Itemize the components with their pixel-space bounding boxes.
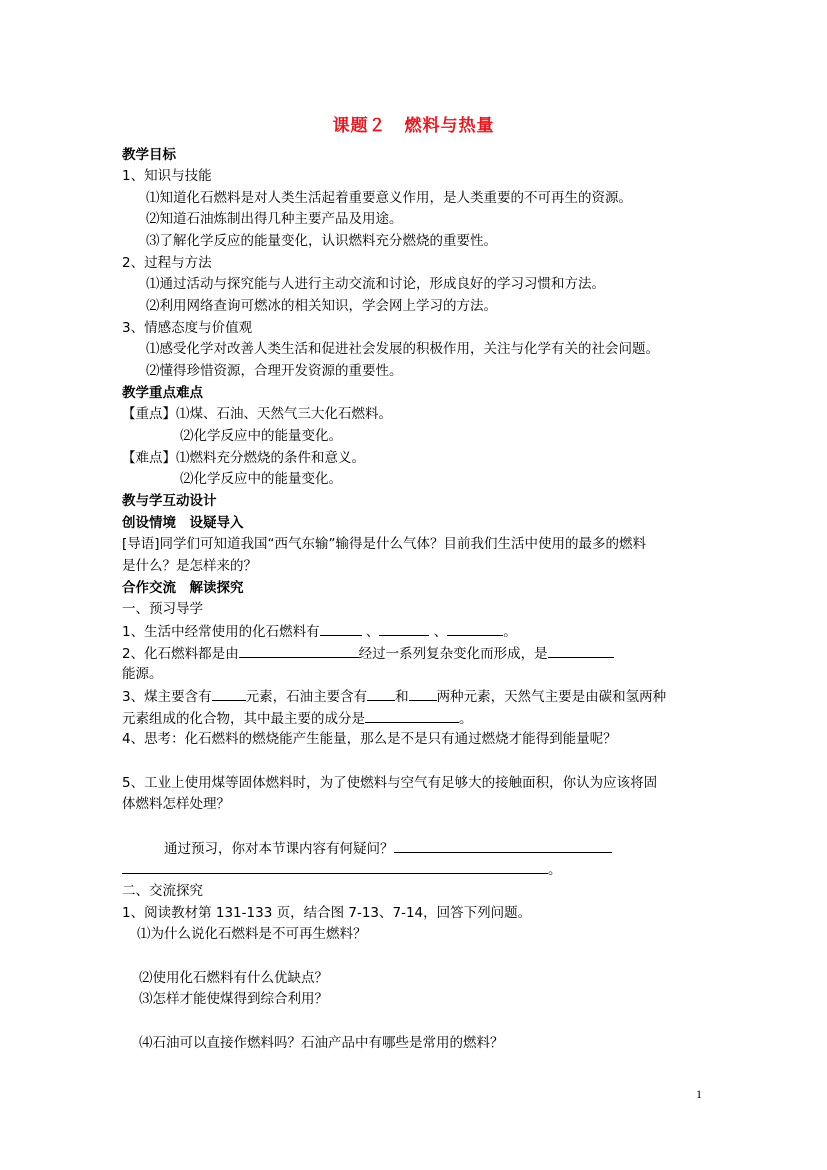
goal-3-item-2: ⑵懂得珍惜资源，合理开发资源的重要性。 [146,363,403,379]
explore-1-item-4: ⑷石油可以直接作燃料吗？石油产品中有哪些是常用的燃料？ [139,1035,504,1051]
question-3-text-e: 元素组成的化合物，其中最主要的成分是 [122,711,365,727]
question-3-text-d: 两种元素，天然气主要是由碳和氢两种 [436,689,667,705]
goal-2-item-2: ⑵利用网络查询可燃冰的相关知识，学会网上学习的方法。 [146,298,497,314]
goal-1-item-1: ⑴知道化石燃料是对人类生活起着重要意义作用，是人类重要的不可再生的资源。 [146,190,632,206]
section-teaching-goals: 教学目标 [122,147,176,163]
question-4: 4、思考：化石燃料的燃烧能产生能量，那么是不是只有通过燃烧才能得到能量呢？ [122,731,617,747]
question-3-text-b: 元素，石油主要含有 [245,689,368,705]
explore-1: 1、阅读教材第 131-133 页，结合图 7-13、7-14，回答下列问题。 [122,905,532,921]
section-create-scenario: 创设情境 设疑导入 [122,515,244,531]
intro-line-2: 是什么？是怎样来的？ [122,558,257,574]
goal-3-item-1: ⑴感受化学对改善人类生活和促进社会发展的积极作用，关注与化学有关的社会问题。 [146,341,659,357]
goal-2-item-1: ⑴通过活动与探究能与人进行主动交流和讨论，形成良好的学习习惯和方法。 [146,276,605,292]
period: 。 [503,624,517,640]
question-6-text: 通过预习，你对本节课内容有何疑问？ [164,841,394,857]
explore-1-item-1: ⑴为什么说化石燃料是不可再生燃料？ [137,926,367,942]
explore-1-item-2: ⑵使用化石燃料有什么优缺点？ [139,970,328,986]
part-2-heading: 二、交流探究 [122,883,203,899]
key-point-1: 【重点】⑴煤、石油、天然气三大化石燃料。 [122,406,392,422]
question-6-cont [122,860,562,879]
section-key-points: 教学重点难点 [122,385,203,401]
question-2-text-a: 2、化石燃料都是由 [122,646,239,662]
blank-field[interactable] [379,622,429,636]
blank-field[interactable] [212,687,246,701]
question-1-text: 1、生活中经常使用的化石燃料有 [122,624,320,640]
part-1-heading: 一、预习导学 [122,601,203,617]
blank-field[interactable] [367,687,395,701]
key-point-2: ⑵化学反应中的能量变化。 [180,428,342,444]
goal-1-heading: 1、知识与技能 [122,168,212,184]
question-3-cont [122,709,473,728]
goal-1-item-2: ⑵知道石油炼制出得几种主要产品及用途。 [146,211,403,227]
question-3 [122,687,666,706]
goal-3-heading: 3、情感态度与价值观 [122,320,253,336]
blank-field[interactable] [122,860,548,874]
difficult-point-2: ⑵化学反应中的能量变化。 [180,471,342,487]
period: 。 [459,711,473,727]
period: 。 [548,862,562,878]
question-1 [122,622,517,641]
intro-line-1: [导语]同学们可知道我国“西气东输”输得是什么气体？目前我们生活中使用的最多的燃料 [122,536,647,552]
goal-2-heading: 2、过程与方法 [122,255,212,271]
blank-field[interactable] [320,622,362,636]
blank-field[interactable] [239,644,359,658]
question-2-text-b: 经过一系列复杂变化而形成，是 [358,646,548,662]
blank-field[interactable] [394,839,612,853]
blank-field[interactable] [365,709,459,723]
goal-1-item-3: ⑶了解化学反应的能量变化，认识燃料充分燃烧的重要性。 [146,233,497,249]
question-6 [164,839,612,858]
document-title: 课题２ 燃料与热量 [332,116,495,136]
question-2-cont: 能源。 [122,666,163,682]
question-3-text-c: 和 [395,689,409,705]
section-interactive-design: 教与学互动设计 [122,493,217,509]
separator: 、 [365,624,380,640]
question-2 [122,644,614,663]
question-5-line-1: 5、工业上使用煤等固体燃料时，为了使燃料与空气有足够大的接触面积，你认为应该将固 [122,775,658,791]
page-number: 1 [696,1087,702,1101]
explore-1-item-3: ⑶怎样才能使煤得到综合利用？ [139,991,328,1007]
blank-field[interactable] [548,644,614,658]
blank-field[interactable] [409,687,437,701]
separator: 、 [433,624,448,640]
question-3-text-a: 3、煤主要含有 [122,689,212,705]
question-5-line-2: 体燃料怎样处理？ [122,796,230,812]
blank-field[interactable] [447,622,503,636]
section-cooperation: 合作交流 解读探究 [122,580,244,596]
difficult-point-1: 【难点】⑴燃料充分燃烧的条件和意义。 [122,450,365,466]
